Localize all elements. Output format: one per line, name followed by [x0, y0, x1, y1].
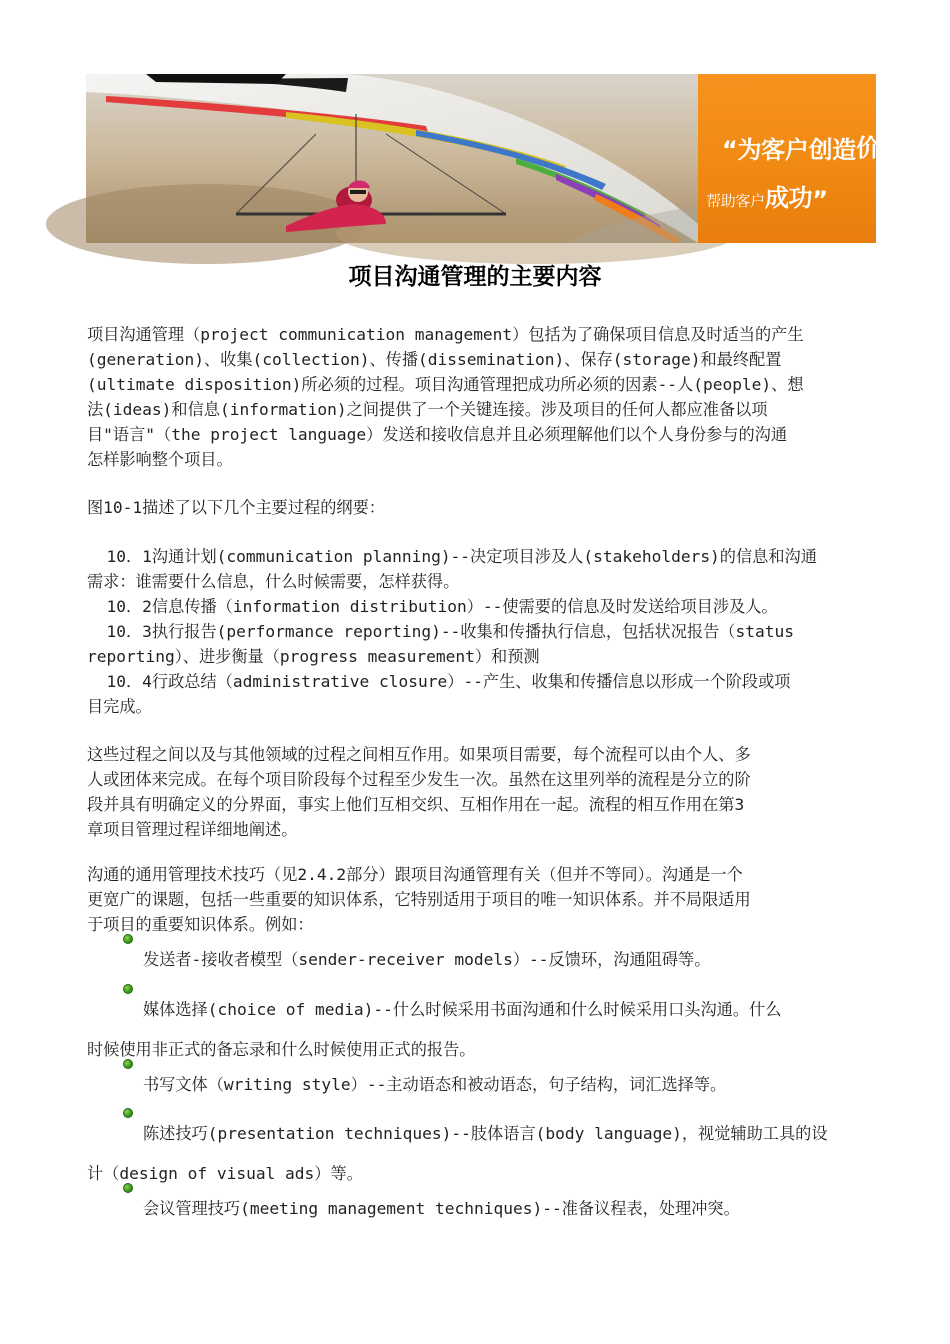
bullet-item-text: 发送者-接收者模型（sender-receiver models）--反馈环，沟通阻碍等。: [143, 950, 711, 969]
bullet-dot-icon: [123, 1059, 133, 1069]
process-item-line: 10．1沟通计划(communication planning)--决定项目涉及人(stakeholders)的信息和沟通: [87, 547, 817, 566]
paragraph-line: 法(ideas)和信息(information)之间提供了一个关键连接。涉及项目的任何人都应准备以项: [87, 400, 768, 419]
paragraph-line: 怎样影响整个项目。: [87, 450, 233, 469]
paragraph-line: 项目沟通管理（project communication management）包括为了确保项目信息及时适当的产生: [87, 325, 804, 344]
paragraph-line: 人或团体来完成。在每个项目阶段每个过程至少发生一次。虽然在这里列举的流程是分立的阶: [87, 770, 751, 789]
slogan-line-2: 帮助客户成功”: [706, 184, 828, 214]
bullet-item-text: 媒体选择(choice of media)--什么时候采用书面沟通和什么时候采用口头沟通。什么: [143, 1000, 782, 1019]
bullet-dot-icon: [123, 984, 133, 994]
paragraph-line: 章项目管理过程详细地阐述。: [87, 820, 298, 839]
bullet-item-text: 时候使用非正式的备忘录和什么时候使用正式的报告。: [87, 1040, 476, 1059]
process-item-line: 10．2信息传播（information distribution）--使需要的信息及时发送给项目涉及人。: [87, 597, 778, 616]
paragraph-line: (generation)、收集(collection)、传播(dissemination)、保存(storage)和最终配置: [87, 350, 782, 369]
paragraph-line: 目"语言"（the project language）发送和接收信息并且必须理解他们以个人身份参与的沟通: [87, 425, 788, 444]
bullet-dot-icon: [123, 934, 133, 944]
paragraph-line: 段并具有明确定义的分界面，事实上他们互相交织、互相作用在一起。流程的相互作用在第3: [87, 795, 745, 814]
paragraph-line: (ultimate disposition)所必须的过程。项目沟通管理把成功所必须的因素--人(people)、想: [87, 375, 804, 394]
bullet-item-text: 计（design of visual ads）等。: [87, 1164, 363, 1183]
process-item-line: 10．4行政总结（administrative closure）--产生、收集和传播信息以形成一个阶段或项: [87, 672, 791, 691]
paragraph-line: 沟通的通用管理技术技巧（见2.4.2部分）跟项目沟通管理有关（但并不等同）。沟通是一个: [87, 865, 743, 884]
paragraph-line: 图10-1描述了以下几个主要过程的纲要：: [87, 498, 385, 517]
paragraph-line: 于项目的重要知识体系。例如：: [87, 915, 314, 934]
bullet-dot-icon: [123, 1108, 133, 1118]
bullet-item-text: 会议管理技巧(meeting management techniques)--准备议程表，处理冲突。: [143, 1199, 740, 1218]
bullet-item-text: 陈述技巧(presentation techniques)--肢体语言(body language)，视觉辅助工具的设: [143, 1124, 828, 1143]
process-item-line: 目完成。: [87, 697, 152, 716]
bullet-item-text: 书写文体（writing style）--主动语态和被动语态，句子结构，词汇选择等。: [143, 1075, 727, 1094]
process-item-line: 需求：谁需要什么信息，什么时候需要，怎样获得。: [87, 572, 460, 591]
paragraph-line: 更宽广的课题，包括一些重要的知识体系，它特别适用于项目的唯一知识体系。并不局限适用: [87, 890, 751, 909]
page-title: 项目沟通管理的主要内容: [348, 264, 602, 290]
paragraph-line: 这些过程之间以及与其他领域的过程之间相互作用。如果项目需要，每个流程可以由个人、多: [87, 745, 751, 764]
slogan-line-1: “为客户创造价值，: [722, 134, 919, 164]
slogan-panel: [698, 74, 919, 243]
hang-glider-photo: [86, 74, 698, 243]
header-banner: [86, 74, 919, 243]
process-item-line: reporting）、进步衡量（progress measurement）和预测: [87, 647, 540, 666]
process-item-line: 10．3执行报告(performance reporting)--收集和传播执行信息，包括状况报告（status: [87, 622, 794, 641]
bullet-dot-icon: [123, 1183, 133, 1193]
